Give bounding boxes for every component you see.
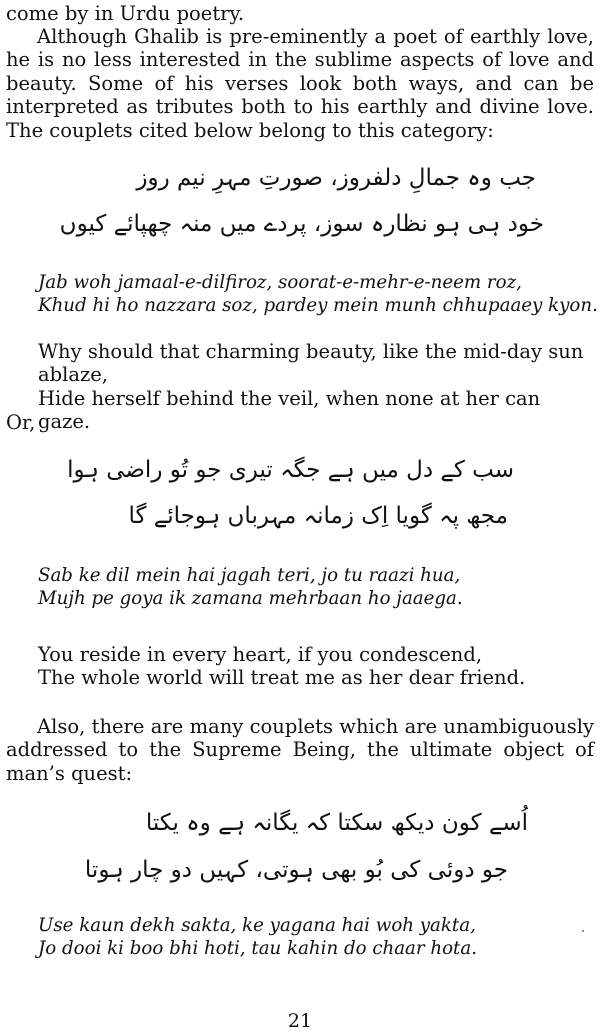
transliteration-line: Jo dooi ki boo bhi hoti, tau kahin do chaar hota. (38, 937, 477, 959)
transliteration-line: Jab woh jamaal-e-dilfiroz, soorat-e-mehr-e-neem roz, (38, 272, 522, 293)
transliteration-line: Khud hi ho nazzara soz, pardey mein munh chhupaaey kyon. (38, 294, 598, 316)
prose-paragraph-1 (6, 25, 594, 142)
prose-paragraph-1-text: Although Ghalib is pre-eminently a poet of earthly love, he is no less interested in the sublime aspects of love and beauty. Some of his verses look both ways, and can be interpreted as tributes both to his earthly and divine love. The couplets cited below belong to this category: (6, 25, 594, 142)
prose-opening-line (6, 2, 594, 25)
urdu-couplet-3-line-1: اُسے کون دیکھ سکتا کہ یگانہ ہے وہ یکتا (145, 810, 528, 836)
translation-couplet-2 (38, 643, 598, 690)
prose-paragraph-2 (6, 715, 594, 785)
urdu-couplet-3-line-2: جو دوئی کی بُو بھی ہوتی، کہیں دو چار ہوتا (84, 857, 508, 883)
connector-text: Or, (6, 411, 36, 434)
urdu-couplet-1-line-2: خود ہی ہو نظارہ سوز، پردے میں منہ چھپائے کیوں (59, 211, 544, 237)
print-speck (582, 930, 584, 932)
translation-line: ablaze, (38, 363, 108, 387)
transliteration-line: Use kaun dekh sakta, ke yagana hai woh yakta, (38, 915, 476, 936)
transliteration-couplet-2 (38, 565, 598, 610)
translation-line: Hide herself behind the veil, when none at her can gaze. (38, 386, 541, 434)
transliteration-line: Mujh pe goya ik zamana mehrbaan ho jaaega. (38, 587, 463, 609)
prose-opening-text: come by in Urdu poetry. (6, 2, 245, 25)
page-number: 21 (287, 1010, 313, 1032)
translation-line: You reside in every heart, if you condescend, (38, 643, 483, 666)
transliteration-line: Sab ke dil mein hai jagah teri, jo tu raazi hua, (38, 565, 461, 586)
transliteration-couplet-3 (38, 915, 598, 960)
urdu-couplet-2-line-2: مجھ پہ گویا اِک زمانہ مہرباں ہوجائے گا (128, 503, 508, 529)
translation-line: The whole world will treat me as her dear friend. (38, 666, 526, 690)
prose-paragraph-2-text: Also, there are many couplets which are unambiguously addressed to the Supreme Being, the ultimate object of man’s quest: (6, 715, 594, 785)
translation-line: Why should that charming beauty, like the mid-day sun (38, 340, 584, 363)
urdu-couplet-2-line-1: سب کے دل میں ہے جگہ تیری جو تُو راضی ہوا (67, 457, 514, 483)
urdu-couplet-1-line-1: جب وہ جمالِ دلفروز، صورتِ مہرِ نیم روز (136, 165, 536, 191)
transliteration-couplet-1 (38, 272, 598, 317)
